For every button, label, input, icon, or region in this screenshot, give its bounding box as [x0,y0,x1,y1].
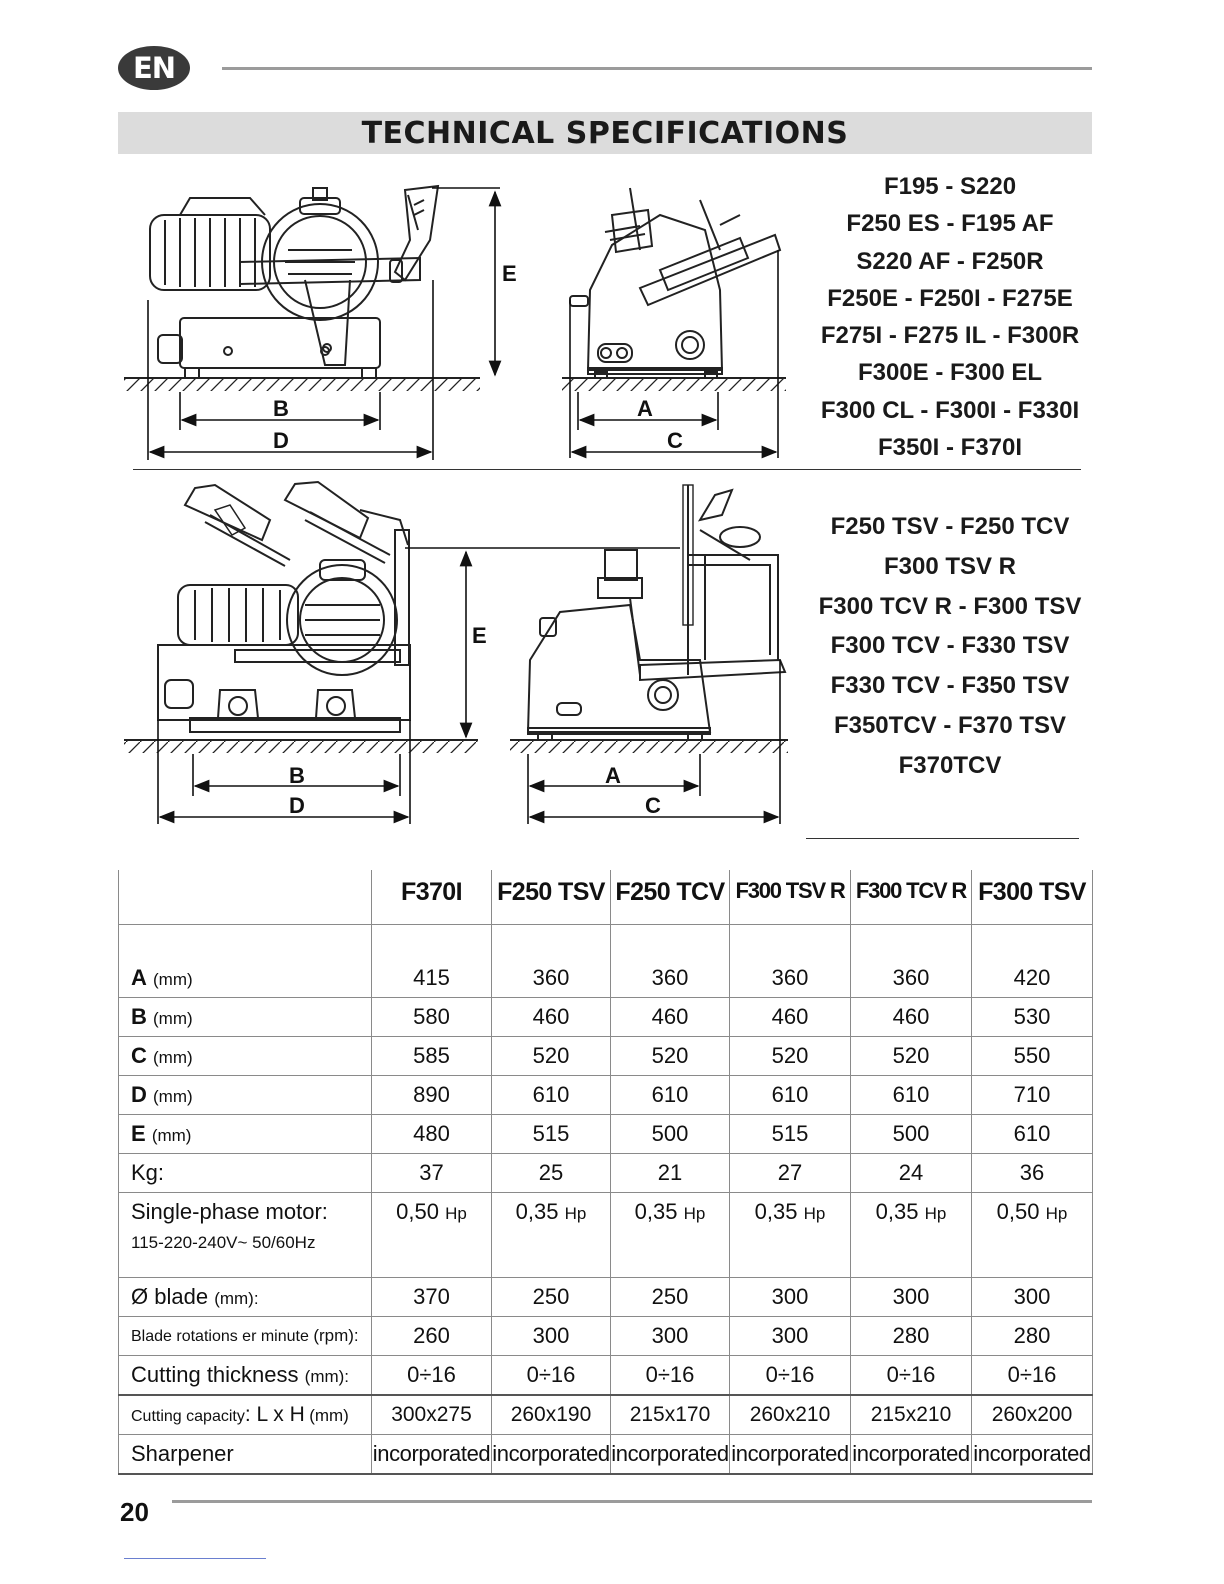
table-row [119,1395,1093,1435]
row-label: Kg: [119,1154,372,1193]
table-row [119,1435,1093,1475]
table-cell: 890 [372,1076,492,1115]
table-cell: incorporated [972,1435,1093,1475]
column-header: F250 TCV [611,870,730,925]
table-cell: 360 [730,925,851,998]
table-cell: 0,35 Hp [492,1193,611,1278]
table-cell: 300 [611,1317,730,1356]
table-cell: 0÷16 [851,1356,972,1396]
table-cell: incorporated [611,1435,730,1475]
column-header: F300 TSV [972,870,1093,925]
model-line: F300 CL - F300I - F330I [820,396,1080,424]
table-cell: 460 [611,998,730,1037]
row-label: A (mm) [119,925,372,998]
table-cell: 520 [492,1037,611,1076]
table-cell: 370 [372,1278,492,1317]
table-cell: 460 [730,998,851,1037]
footer-rule [172,1500,1092,1503]
dim-label-e-bottom: E [472,623,487,648]
page-title: TECHNICAL SPECIFICATIONS [361,116,849,151]
model-line: F195 - S220 [883,173,1017,200]
table-cell: 260x210 [730,1395,851,1435]
table-cell: 420 [972,925,1093,998]
column-header: F300 TCV R [851,870,972,925]
table-row [119,1356,1093,1396]
table-cell: 515 [492,1115,611,1154]
table-row [119,1037,1093,1076]
table-cell: 360 [611,925,730,998]
spec-table [118,870,1093,1475]
table-cell: 0÷16 [611,1356,730,1396]
table-row [119,1193,1093,1278]
dim-label-e-top: E [502,261,517,286]
table-row [119,925,1093,998]
table-cell: 0÷16 [372,1356,492,1396]
footer-underline [124,1558,266,1559]
table-cell: incorporated [851,1435,972,1475]
dim-label-c-top: C [667,428,683,453]
table-cell: 520 [851,1037,972,1076]
table-cell: 710 [972,1076,1093,1115]
table-cell: 360 [851,925,972,998]
model-line: F350I - F370I [877,434,1023,462]
model-line: S220 AF - F250R [856,247,1044,275]
table-cell: 480 [372,1115,492,1154]
table-cell: 460 [492,998,611,1037]
row-label: B (mm) [119,998,372,1037]
dim-label-b-bottom: B [289,763,305,788]
table-cell: 300 [851,1278,972,1317]
dim-label-a-bottom: A [605,763,621,788]
table-cell: 460 [851,998,972,1037]
table-row [119,1154,1093,1193]
column-header: F300 TSV R [730,870,851,925]
model-list-top [810,172,1090,470]
model-line: F300 TCV R - F300 TSV [818,592,1082,620]
row-label: Cutting thickness (mm): [119,1356,372,1396]
model-line: F300 TCV - F330 TSV [830,632,1070,660]
dim-label-d-bottom: D [289,793,305,818]
row-label: Single-phase motor: 115-220-240V~ 50/60Hz [119,1193,372,1278]
table-cell: 24 [851,1154,972,1193]
row-label: E (mm) [119,1115,372,1154]
table-cell: 300 [730,1317,851,1356]
model-line: F300E - F300 EL [857,359,1043,387]
table-cell: 280 [851,1317,972,1356]
model-line: F275I - F275 IL - F300R [820,322,1080,350]
table-cell: 0,35 Hp [730,1193,851,1278]
row-label: D (mm) [119,1076,372,1115]
table-cell: 300 [972,1278,1093,1317]
dim-label-b-top: B [273,396,289,421]
row-label: Cutting capacity: L x H (mm) [119,1395,372,1435]
table-cell: 515 [730,1115,851,1154]
side-view-drawing-bottom [510,485,788,753]
row-label: Sharpener [119,1435,372,1475]
model-line: F250E - F250I - F275E [827,284,1073,312]
table-cell: 300x275 [372,1395,492,1435]
table-cell: 415 [372,925,492,998]
table-cell: 0÷16 [730,1356,851,1396]
table-row [119,1115,1093,1154]
dim-label-c-bottom: C [645,793,661,818]
table-cell: 300 [730,1278,851,1317]
table-cell: 0,35 Hp [611,1193,730,1278]
table-cell: 21 [611,1154,730,1193]
table-cell: 0,50 Hp [372,1193,492,1278]
model-list-underline [806,838,1079,839]
table-row [119,1317,1093,1356]
row-label: Blade rotations er minute (rpm): [119,1317,372,1356]
table-cell: 520 [730,1037,851,1076]
table-cell: 500 [851,1115,972,1154]
table-cell: 580 [372,998,492,1037]
table-row [119,1076,1093,1115]
front-view-drawing-top [124,186,480,391]
table-cell: 500 [611,1115,730,1154]
column-header: F370I [372,870,492,925]
table-cell: 0,50 Hp [972,1193,1093,1278]
table-cell: 0,35 Hp [851,1193,972,1278]
header-empty-cell [119,870,372,925]
table-cell: 0÷16 [492,1356,611,1396]
language-badge: EN [118,46,190,90]
row-label: C (mm) [119,1037,372,1076]
table-cell: 585 [372,1037,492,1076]
table-cell: incorporated [730,1435,851,1475]
table-cell: 215x210 [851,1395,972,1435]
table-cell: 610 [972,1115,1093,1154]
table-cell: 610 [492,1076,611,1115]
table-cell: 300 [492,1317,611,1356]
model-line: F300 TSV R [883,552,1017,580]
table-cell: 250 [611,1278,730,1317]
table-cell: 280 [972,1317,1093,1356]
table-cell: 260x200 [972,1395,1093,1435]
side-view-drawing-top [562,188,786,391]
table-cell: 260 [372,1317,492,1356]
table-cell: 260x190 [492,1395,611,1435]
dim-label-a-top: A [637,396,653,421]
table-cell: 610 [730,1076,851,1115]
page-number: 20 [120,1497,149,1527]
front-view-drawing-bottom [124,482,478,753]
model-line: F330 TCV - F350 TSV [830,672,1070,700]
model-line: F250 TSV - F250 TCV [830,513,1070,540]
table-cell: 550 [972,1037,1093,1076]
table-row [119,1278,1093,1317]
table-cell: 0÷16 [972,1356,1093,1396]
table-cell: incorporated [492,1435,611,1475]
table-header-row [119,870,1093,925]
model-line: F370TCV [898,751,1002,779]
table-cell: 530 [972,998,1093,1037]
table-cell: 360 [492,925,611,998]
table-cell: 37 [372,1154,492,1193]
section-divider [133,469,1081,470]
table-cell: incorporated [372,1435,492,1475]
table-cell: 610 [611,1076,730,1115]
table-cell: 36 [972,1154,1093,1193]
table-cell: 25 [492,1154,611,1193]
model-list-bottom [810,510,1090,789]
table-row [119,998,1093,1037]
model-line: F250 ES - F195 AF [846,210,1054,238]
dim-label-d-top: D [273,428,289,453]
table-cell: 610 [851,1076,972,1115]
table-cell: 250 [492,1278,611,1317]
model-line: F350TCV - F370 TSV [833,711,1067,739]
column-header: F250 TSV [492,870,611,925]
table-cell: 215x170 [611,1395,730,1435]
table-cell: 520 [611,1037,730,1076]
table-cell: 27 [730,1154,851,1193]
row-label: Ø blade (mm): [119,1278,372,1317]
